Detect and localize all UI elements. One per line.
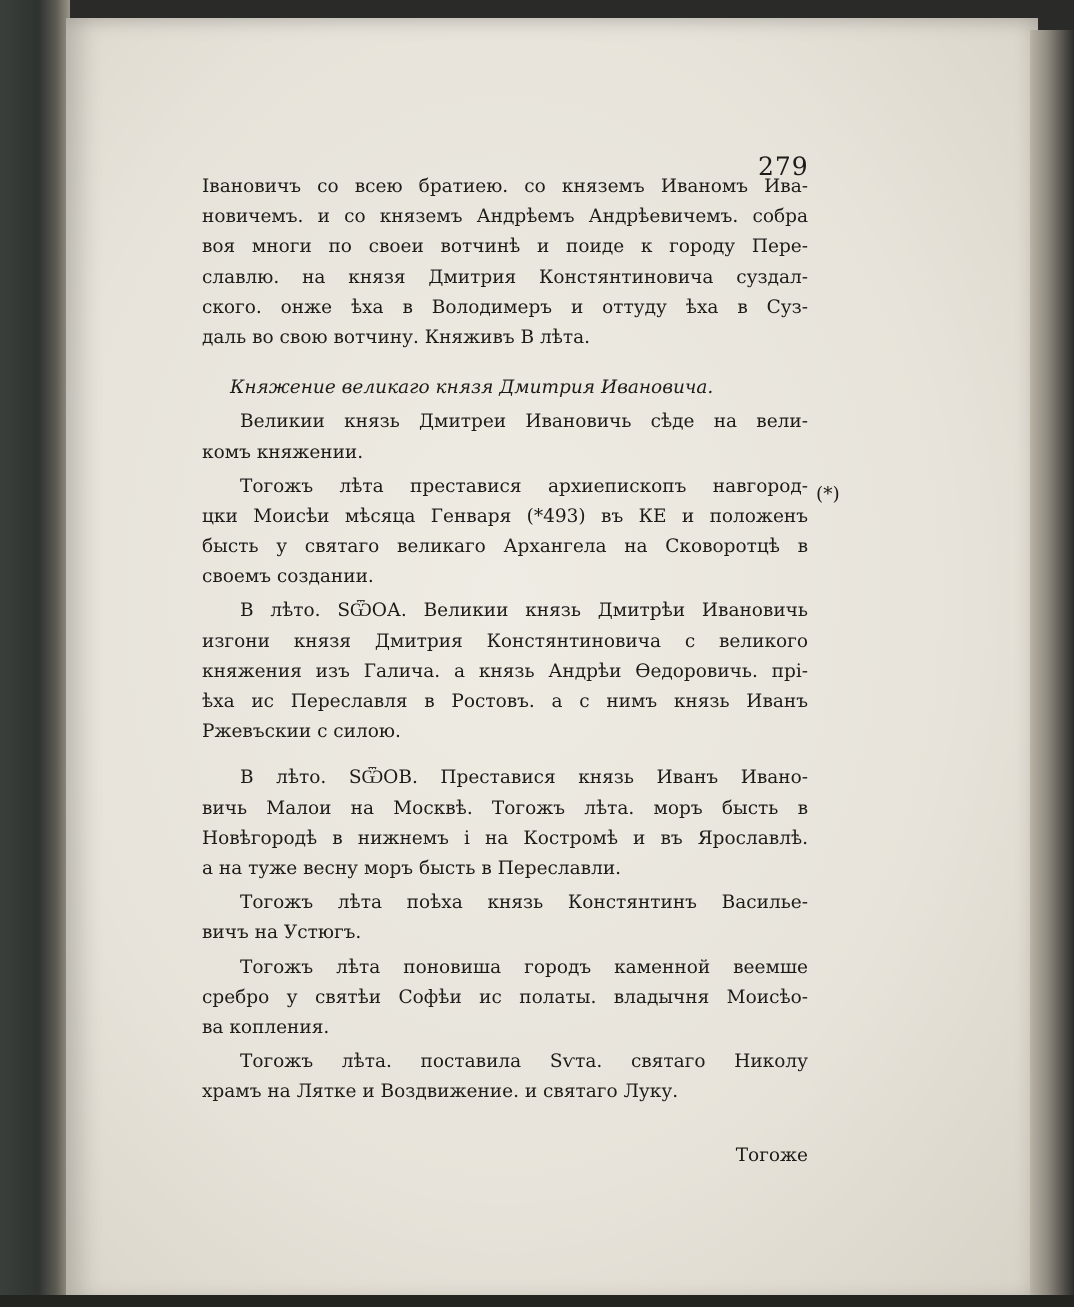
text-line: новичемъ. и со княземъ Андрѣемъ Андрѣевичемъ. собра [202, 206, 808, 228]
main-text [202, 172, 808, 1172]
text-line: даль во свою вотчину. Княживъ В лѣта. [202, 326, 591, 348]
text-line: ѣха ис Переславля в Ростовъ. а с нимъ князь Иванъ [202, 691, 808, 712]
text-line: княжения изъ Галича. а князь Андрѣи Ѳедоровичь. прі- [202, 660, 808, 682]
book-spine [0, 0, 70, 1307]
text-line: вичь Малои на Москвѣ. Тогожъ лѣта. моръ бысть в [202, 797, 808, 819]
text-line: Івановичъ со всею братиею. со княземъ Иваномъ Ива- [202, 176, 808, 197]
paragraph [202, 472, 808, 593]
text-line: Тогожъ лѣта поновиша городъ каменной веемше [240, 956, 808, 978]
paragraph [202, 763, 808, 884]
text-line: сребро у святѣи Софѣи ис полаты. владычня Моисѣо- [202, 986, 808, 1008]
text-line: Тогожъ лѣта поѣха князь Констянтинъ Василье- [240, 892, 808, 914]
text-line: Великии князь Дмитреи Ивановичь сѣде на вели- [240, 411, 808, 433]
text-line: цки Моисѣи мѣсяца Генваря (*493) въ КЕ и положенъ [202, 505, 808, 527]
text-line: вичъ на Устюгъ. [202, 922, 362, 944]
opening-paragraph [202, 172, 808, 353]
text-line: Тогожъ лѣта преставися архиепископъ навгород- [240, 475, 808, 497]
text-line: ва копления. [202, 1016, 330, 1038]
paragraph [202, 596, 808, 747]
marginal-note-marker: (*) [816, 484, 840, 505]
text-line: комъ княжении. [202, 441, 364, 463]
paragraph [202, 888, 808, 948]
text-line: славлю. на князя Дмитрия Констянтиновича суздал- [202, 266, 808, 288]
page-edge [1030, 30, 1074, 1307]
text-line: воя многи по своеи вотчинѣ и поиде к городу Пере- [202, 236, 808, 258]
catchword: Тогоже [735, 1145, 808, 1167]
text-line: ского. онже ѣха в Володимеръ и оттуду ѣха в Суз- [202, 296, 808, 318]
text-line: Новѣгородѣ в нижнемъ і на Костромѣ и въ Ярославлѣ. [202, 827, 808, 849]
paragraph [202, 407, 808, 467]
text-line: а на туже весну моръ бысть в Переславли. [202, 857, 622, 879]
paragraph [202, 1047, 808, 1107]
paragraph [202, 953, 808, 1044]
text-line: своемъ создании. [202, 566, 374, 588]
section-heading: Княжение великаго князя Дмитрия Ивановича. [230, 377, 714, 399]
page-number: 279 [758, 152, 809, 181]
text-line: В лѣто. ЅѾОВ. Преставися князь Иванъ Ивано- [240, 767, 808, 789]
text-line: В лѣто. ЅѾОА. Великии князь Дмитрѣи Ивановичь [240, 600, 808, 622]
text-line: Ржевъскии с силою. [202, 721, 401, 743]
text-line: изгони князя Дмитрия Констянтиновича с великого [202, 630, 808, 652]
text-line: бысть у святаго великаго Архангела на Сковоротцѣ в [202, 536, 808, 558]
text-line: храмъ на Лятке и Воздвижение. и святаго Луку. [202, 1081, 679, 1103]
scan-border [0, 1295, 1074, 1307]
text-line: Тогожъ лѣта. поставила Ѕѵта. святаго Николу [240, 1051, 808, 1073]
